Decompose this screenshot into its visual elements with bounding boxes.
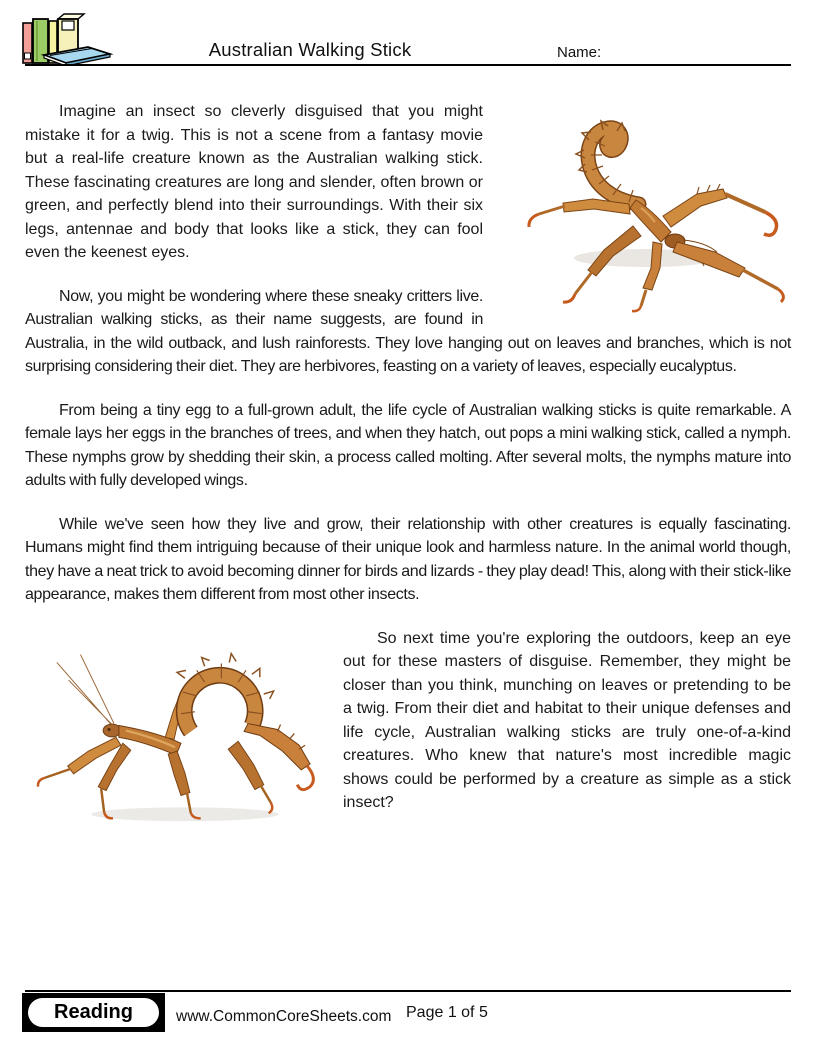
passage — [25, 100, 791, 835]
passage-paragraph-5: So next time you're exploring the outdoors, keep an eye out for these masters of disguise. Remember, they might be closer than you think, munching on leaves or pretending to be a twig. From their diet and habitat to their unique defenses and life cycle, Australian walking sticks are truly one-of-a-kind creatures. Who knew that nature's most incredible magic shows could be performed by a creature as simple as a stick insect? — [343, 629, 791, 811]
stick-insect-photo-top — [491, 100, 791, 315]
stick-insect-photo-bottom — [25, 627, 335, 829]
passage-paragraph-4: While we've seen how they live and grow, their relationship with other creatures is equally fascinating. Humans might find them intriguing because of their unique look and harmless nature. In the animal world though, they have a neat trick to avoid becoming dinner for birds and lizards - they play dead! This, along with their stick-like appearance, makes them different from most other insects. — [25, 515, 791, 603]
page-number: Page 1 of 5 — [406, 1004, 488, 1021]
name-label: Name: — [557, 44, 602, 61]
stick-insect-illustration-bottom — [25, 627, 335, 829]
books-logo-icon — [20, 9, 120, 66]
stick-insect-illustration-top — [491, 100, 791, 315]
passage-paragraph-3: From being a tiny egg to a full-grown adult, the life cycle of Australian walking sticks is quite remarkable. A female lays her eggs in the branches of trees, and when they hatch, out pops a mini walking stick, called a nymph. These nymphs grow by shedding their skin, a process called molting. After several molts, the nymphs mature into adults with fully developed wings. — [25, 401, 791, 489]
passage-paragraph-2: Now, you might be wondering where these sneaky critters live. Australian walking sticks, as their name suggests, are found in Australia, in the wild outback, and lush rainforests. They love hanging out on leaves and branches, which is not surprising considering their diet. They are herbivores, feasting on a variety of leaves, especially eucalyptus. — [25, 287, 791, 375]
page-title: Australian Walking Stick — [208, 39, 412, 60]
worksheet-category-badge — [22, 993, 165, 1032]
website-url: www.CommonCoreSheets.com — [176, 1008, 392, 1025]
passage-paragraph-1: Imagine an insect so cleverly disguised that you might mistake it for a twig. This is not a scene from a fantasy movie but a real-life creature known as the Australian walking stick. These fascinating creatures are long and slender, often brown or green, and perfectly blend into their surroundings. With their six legs, antennae and body that looks like a stick, they can fool even the keenest eyes. — [25, 103, 483, 261]
final-paragraph-block — [25, 627, 791, 815]
header-rule — [25, 64, 791, 66]
category-label: Reading — [28, 998, 159, 1027]
footer-rule — [25, 990, 791, 992]
